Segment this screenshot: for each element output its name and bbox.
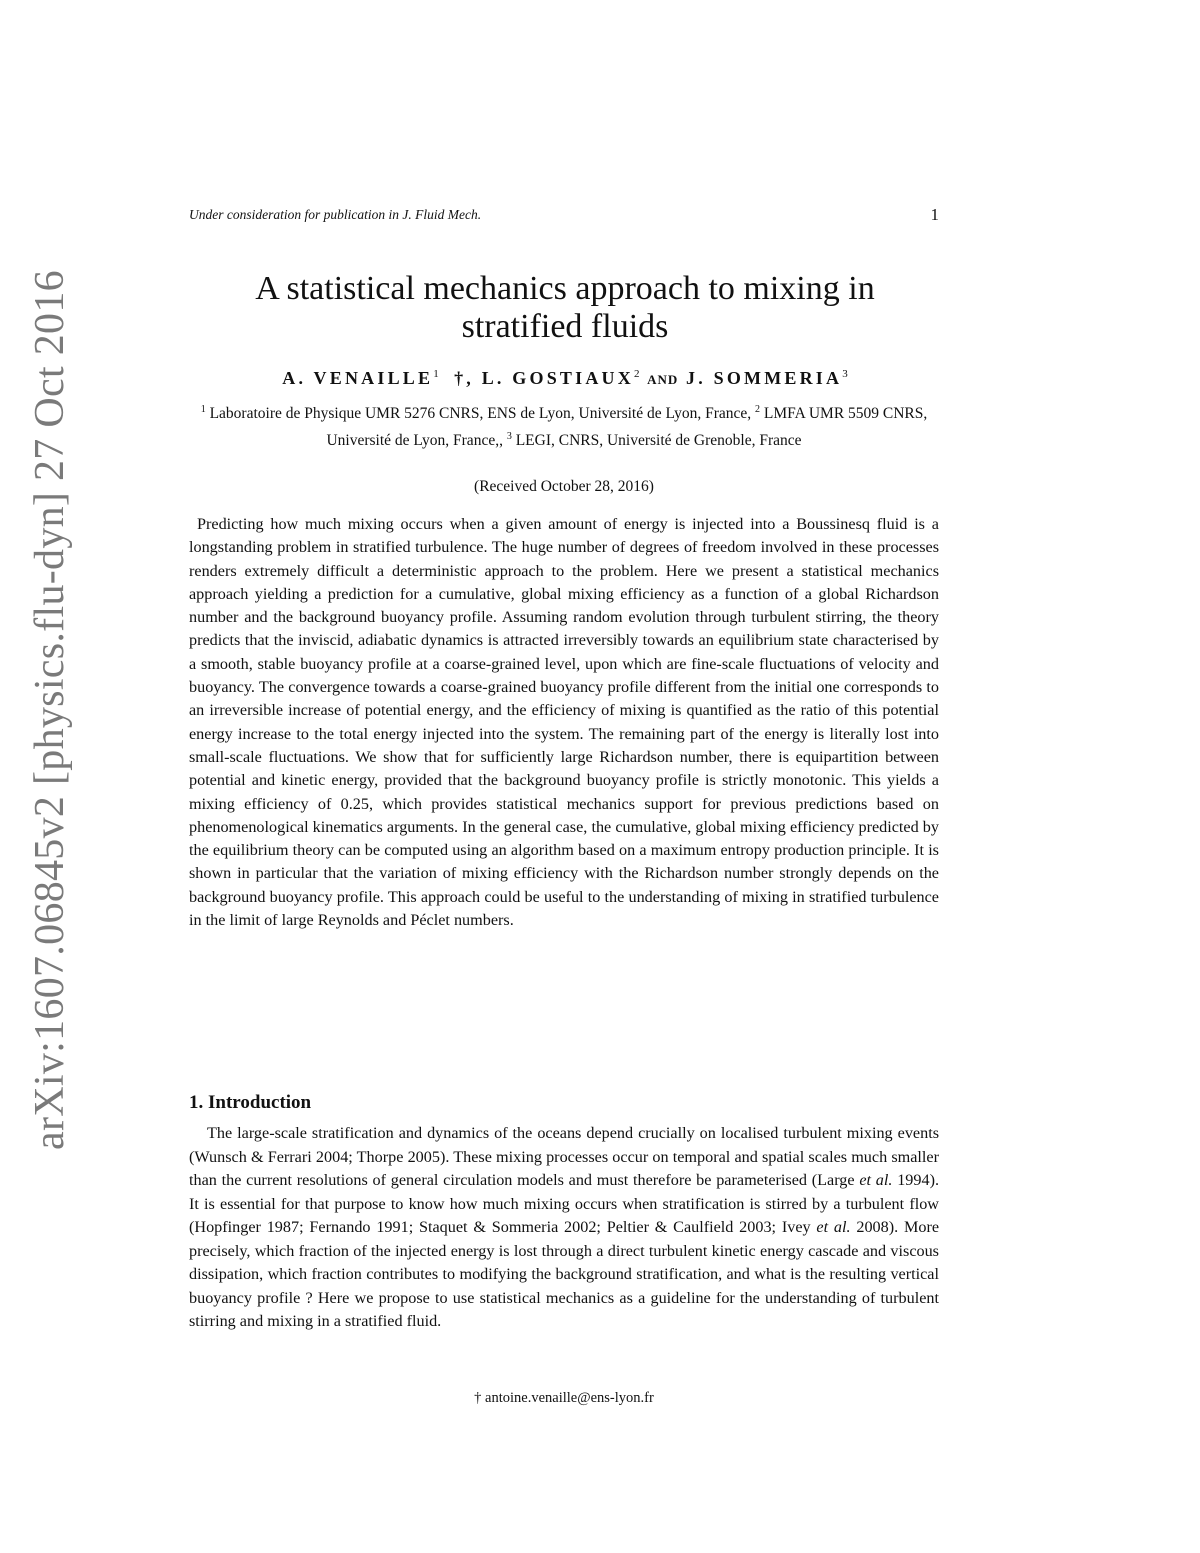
paper-title bbox=[150, 270, 980, 346]
affil-mark-3: 3 bbox=[506, 431, 512, 443]
arxiv-identifier[interactable]: arXiv:1607.06845v2 [physics.flu-dyn] 27 Oct 2016 bbox=[27, 270, 73, 1150]
intro-text-3: 2008). More precisely, which fraction of the injected energy is lost through a direct turbulent kinetic energy cascade and viscous dissipation, which fraction contributes to modifying the background stratification, and what is the resulting vertical buoyancy profile ? Here we propose to use statistical mechanics as a guideline for the understanding of turbulent stirring and mixing in a stratified fluid. bbox=[189, 1218, 940, 1330]
author-1-affil-mark: 1 bbox=[433, 368, 439, 380]
author-3: J. SOMMERIA bbox=[686, 368, 843, 388]
author-2: L. GOSTIAUX bbox=[481, 368, 634, 388]
running-head bbox=[189, 207, 939, 229]
title-line-1: A statistical mechanics approach to mixing in bbox=[255, 270, 875, 307]
footnote-email[interactable]: † antoine.venaille@ens-lyon.fr bbox=[474, 1390, 654, 1406]
intro-etal-1: et al. bbox=[859, 1171, 893, 1189]
affil-mark-1: 1 bbox=[200, 404, 206, 415]
author-list bbox=[150, 368, 980, 389]
intro-text-1: The large-scale stratification and dynamics of the oceans depend crucially on localised turbulent mixing events (Wunsch & Ferrari 2004; Thorpe 2005). These mixing processes occur on temporal and spatial scales much smaller than the current resolutions of general circulation models and must therefore be parameterised (Large bbox=[189, 1124, 939, 1189]
affil-mark-2: 2 bbox=[755, 404, 761, 415]
intro-text-2: 1994). It is essential for that purpose to know how much mixing occurs when stratification is stirred by a turbulent flow (Hopfinger 1987; Fernando 1991; Staquet & Sommeria 2002; Peltier & Caulfield 2003; Ivey bbox=[189, 1171, 940, 1236]
journal-note: Under consideration for publication in J. Fluid Mech. bbox=[189, 207, 482, 222]
author-2-affil-mark: 2 bbox=[633, 368, 640, 380]
introduction-paragraph bbox=[189, 1122, 939, 1334]
title-line-2: stratified fluids bbox=[461, 308, 669, 345]
abstract: Predicting how much mixing occurs when a given amount of energy is injected into a Boussinesq fluid is a longstanding problem in stratified turbulence. The huge number of degrees of freedom involved in these processes renders extremely difficult a deterministic approach to the problem. Here we present a statistical mechanics approach yielding a prediction for a cumulative, global mixing efficiency as a function of a global Richardson number and the background buoyancy profile. Assuming random evolution through turbulent stirring, the theory predicts that the inviscid, adiabatic dynamics is attracted irreversibly towards an equilibrium state characterised by a smooth, stable buoyancy profile at a coarse-grained level, upon which are fine-scale fluctuations of velocity and buoyancy. The convergence towards a coarse-grained buoyancy profile different from the initial one corresponds to an irreversible increase of potential energy, and the efficiency of mixing is quantified as the ratio of this potential energy increase to the total energy injected into the system. The remaining part of the energy is literally lost into small-scale fluctuations. We show that for sufficiently large Richardson number, there is equipartition between potential and kinetic energy, provided that the background buoyancy profile is strictly monotonic. This yields a mixing efficiency of 0.25, which provides statistical mechanics support for previous predictions based on phenomenological kinematics arguments. In the general case, the cumulative, global mixing efficiency predicted by the equilibrium theory can be computed using an algorithm based on a maximum entropy production principle. It is shown in particular that the variation of mixing efficiency with the Richardson number strongly depends on the background buoyancy profile. This approach could be useful to the understanding of mixing in stratified turbulence in the limit of large Reynolds and Péclet numbers. bbox=[189, 515, 939, 930]
affiliation-3: LEGI, CNRS, Université de Grenoble, France bbox=[515, 432, 802, 450]
author-1: A. VENAILLE bbox=[282, 368, 434, 388]
received-date: (Received October 28, 2016) bbox=[474, 478, 654, 495]
affiliation-1: Laboratoire de Physique UMR 5276 CNRS, ENS de Lyon, Université de Lyon, France, bbox=[209, 405, 752, 423]
author-3-affil-mark: 3 bbox=[842, 368, 848, 380]
corresponding-mark: †, bbox=[454, 368, 474, 388]
section-heading-introduction: 1. Introduction bbox=[189, 1092, 312, 1113]
affiliation-2: LMFA UMR 5509 CNRS, Université de Lyon, France, bbox=[326, 405, 928, 450]
affiliations: $^1$ Laboratoire de Physique UMR 5276 CNRS, ENS de Lyon, Université de Lyon, France, $^2$ LMFA UMR 5509 CNRS, Université de Lyon, France,, $^3$ LEGI, CNRS, Université de Grenoble, France bbox=[200, 404, 928, 450]
page-number: 1 bbox=[930, 205, 939, 224]
intro-etal-2: et al. bbox=[816, 1218, 851, 1236]
author-conjunction: AND bbox=[647, 372, 679, 387]
